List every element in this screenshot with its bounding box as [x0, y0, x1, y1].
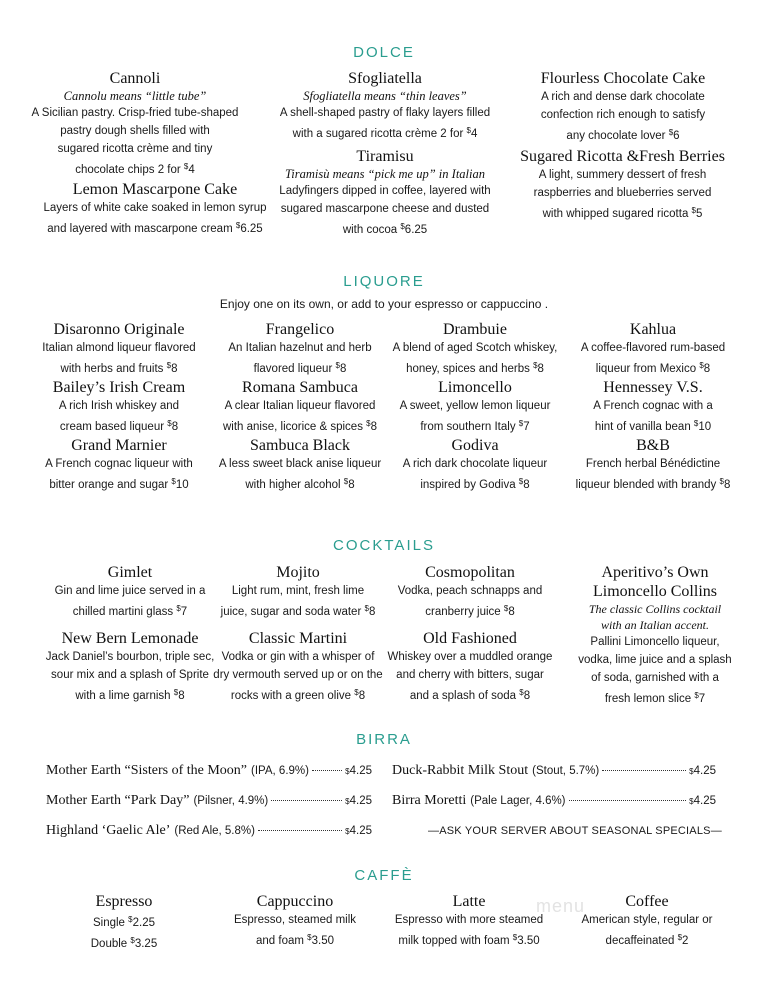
menu-item-classic-martini	[198, 629, 398, 705]
beer-style: (Red Ale, 5.8%)	[174, 825, 255, 837]
beer-style: (Pilsner, 4.9%)	[193, 795, 269, 807]
item-name: Romana Sambuca	[242, 379, 358, 396]
item-name: Cappuccino	[256, 893, 334, 910]
item-description: A sweet, yellow lemon liqueur from southern Italy $7	[399, 400, 551, 433]
item-price: 7	[523, 421, 530, 433]
item-price: 8	[537, 363, 544, 375]
item-name: Sfogliatella	[348, 70, 422, 87]
item-price: 8	[523, 479, 530, 491]
item-price: 6	[673, 130, 680, 142]
item-description: Vodka or gin with a whisper of dry vermouth served up or on the rocks with a green olive $8	[213, 651, 383, 702]
beer-name: Mother Earth “Park Day”	[46, 793, 190, 808]
menu-item-flourless-chocolate	[508, 69, 738, 145]
item-price: 8	[178, 690, 185, 702]
item-description: Light rum, mint, fresh lime juice, sugar and soda water $8	[220, 585, 376, 618]
seasonal-specials-note: —ASK YOUR SERVER ABOUT SEASONAL SPECIALS—	[428, 825, 722, 837]
item-name: Kahlua	[629, 321, 677, 338]
item-price: 10	[175, 479, 189, 491]
menu-item-cannoli	[20, 69, 250, 179]
item-price: 7	[698, 693, 706, 705]
menu-item-limoncello-collins	[555, 563, 755, 708]
item-description: A French cognac liqueur with bitter orange and sugar $10	[45, 458, 193, 491]
section-title-dolce: DOLCE	[353, 44, 415, 61]
beer-name: Duck-Rabbit Milk Stout	[392, 763, 529, 778]
menu-item-liqueur	[24, 378, 214, 436]
menu-item-espresso	[44, 892, 204, 953]
beer-name: Birra Moretti	[392, 793, 467, 808]
menu-item-liqueur	[24, 320, 214, 378]
item-description: A French cognac with a hint of vanilla bean $10	[593, 400, 713, 433]
item-name: Espresso	[95, 893, 153, 910]
item-description: Vodka, peach schnapps and cranberry juice $8	[397, 585, 543, 618]
item-price: 8	[703, 363, 711, 375]
item-description: Espresso with more steamed milk topped with foam $3.50	[394, 914, 544, 947]
item-description: Pallini Limoncello liqueur, vodka, lime juice and a splash of soda, garnished with a fresh lemon slice $7	[578, 636, 732, 705]
item-description: American style, regular or decaffeinated $2	[581, 914, 713, 947]
item-price: 2	[682, 935, 689, 947]
item-description: A rich Irish whiskey and cream based liqueur $8	[58, 400, 180, 433]
item-description: Italian almond liqueur flavored with herbs and fruits $8	[42, 342, 196, 375]
item-name: Mojito	[276, 564, 320, 581]
watermark-logo: menu	[536, 896, 586, 916]
item-price: 5	[696, 208, 703, 220]
item-name: Drambuie	[443, 321, 507, 338]
item-name: Grand Marnier	[71, 437, 167, 454]
item-price: 6.25	[240, 223, 263, 235]
menu-item-ricotta-berries	[500, 147, 745, 223]
item-price: 8	[171, 363, 178, 375]
beer-row: Highland ‘Gaelic Ale’ (Red Ale, 5.8%) $ 4.25	[46, 823, 372, 838]
item-description: A Sicilian pastry. Crisp-fried tube-shaped pastry dough shells filled with sugared ricotta crème and tiny chocolate chips 2 for $4	[31, 107, 239, 176]
beer-style: (Stout, 5.7%)	[532, 765, 600, 777]
menu-item-liqueur	[205, 436, 395, 494]
item-price: 8	[368, 606, 376, 618]
item-subtitle: Cannolu means “little tube”	[63, 89, 207, 103]
section-title-cocktails: COCKTAILS	[333, 537, 435, 554]
menu-item-old-fashioned	[370, 629, 570, 705]
item-price: 3.50	[311, 935, 334, 947]
item-name: Cosmopolitan	[425, 564, 515, 581]
section-title-caffe: CAFFÈ	[354, 867, 414, 884]
menu-item-coffee	[562, 892, 732, 950]
menu-item-liqueur	[205, 320, 395, 378]
item-price: 4	[470, 128, 478, 140]
section-title-birra: BIRRA	[356, 731, 412, 748]
item-name: Classic Martini	[248, 630, 348, 647]
item-name: Cannoli	[109, 70, 161, 87]
item-description: Jack Daniel’s bourbon, triple sec, sour mix and a splash of Sprite with a lime garnish $8	[45, 651, 215, 702]
item-description: A less sweet black anise liqueur with higher alcohol $8	[218, 458, 382, 491]
item-name: Flourless Chocolate Cake	[540, 70, 706, 87]
liquore-intro: Enjoy one on its own, or add to your espresso or cappuccino .	[219, 297, 549, 311]
item-price: 8	[358, 690, 366, 702]
menu-item-lemon-mascarpone	[20, 180, 290, 238]
item-price: 8	[370, 421, 378, 433]
item-price: 3.50	[517, 935, 540, 947]
menu-item-cosmopolitan	[370, 563, 570, 621]
menu-item-liqueur	[380, 378, 570, 436]
item-price: 7	[180, 606, 188, 618]
item-description: Layers of white cake soaked in lemon syrup and layered with mascarpone cream $6.25	[43, 202, 267, 235]
item-description: A blend of aged Scotch whiskey, honey, spices and herbs $8	[392, 342, 558, 375]
item-subtitle: The classic Collins cocktail with an Italian accent.	[588, 602, 722, 632]
item-description: A clear Italian liqueur flavored with anise, licorice & spices $8	[222, 400, 378, 433]
menu-item-liqueur	[205, 378, 395, 436]
beer-row: Mother Earth “Sisters of the Moon” (IPA, 6.9%) $ 4.25	[46, 763, 372, 778]
item-name: Disaronno Originale	[53, 321, 185, 338]
item-name: Lemon Mascarpone Cake	[72, 181, 238, 198]
beer-style: (IPA, 6.9%)	[251, 765, 309, 777]
item-description: A rich and dense dark chocolate confection rich enough to satisfy any chocolate lover $6	[540, 91, 706, 142]
menu-item-liqueur	[548, 378, 758, 436]
item-description: A rich dark chocolate liqueur inspired by Godiva $8	[402, 458, 548, 491]
item-price: 4	[188, 164, 195, 176]
item-description: French herbal Bénédictine liqueur blended with brandy $8	[575, 458, 731, 491]
item-description: A coffee-flavored rum-based liqueur from Mexico $8	[580, 342, 726, 375]
item-name: Sambuca Black	[250, 437, 350, 454]
beer-price: 4.25	[349, 825, 372, 837]
item-description: Whiskey over a muddled orange and cherry with bitters, sugar and a splash of soda $8	[387, 651, 553, 702]
item-subtitle: Sfogliatella means “thin leaves”	[303, 89, 467, 103]
item-name: Sugared Ricotta &Fresh Berries	[520, 148, 725, 165]
item-price: 8	[171, 421, 179, 433]
item-name: Old Fashioned	[423, 630, 517, 647]
item-price: 3.25	[134, 938, 158, 950]
beer-row: Duck-Rabbit Milk Stout (Stout, 5.7%) $ 4.25	[392, 763, 716, 778]
beer-price: 4.25	[693, 795, 716, 807]
beer-price: 4.25	[349, 765, 372, 777]
item-description: Single $2.25 Double $3.25	[90, 915, 158, 950]
item-name: B&B	[636, 437, 670, 454]
item-description: Espresso, steamed milk and foam $3.50	[233, 914, 357, 947]
item-price: 6.25	[404, 224, 428, 236]
menu-item-latte	[384, 892, 554, 950]
item-description: Gin and lime juice served in a chilled martini glass $7	[54, 585, 206, 618]
menu-item-liqueur	[548, 320, 758, 378]
item-name: Frangelico	[265, 321, 335, 338]
item-description: An Italian hazelnut and herb flavored liqueur $8	[228, 342, 372, 375]
item-name: Tiramisu	[356, 148, 414, 165]
item-name: Limoncello	[438, 379, 512, 396]
item-name: Aperitivo’s Own Limoncello Collins	[593, 564, 717, 600]
item-price: 8	[523, 690, 531, 702]
item-name: Coffee	[625, 893, 669, 910]
menu-item-tiramisu	[270, 147, 500, 239]
item-price: 2.25	[132, 917, 155, 929]
menu-item-mojito	[198, 563, 398, 621]
item-name: Godiva	[451, 437, 499, 454]
menu-item-sfogliatella	[270, 69, 500, 143]
item-price: 8	[723, 479, 731, 491]
item-name: Gimlet	[107, 564, 153, 581]
item-description: A light, summery dessert of fresh raspberries and blueberries served with whipped sugared ricotta $5	[533, 169, 712, 220]
item-name: Hennessey V.S.	[603, 379, 703, 396]
menu-item-liqueur	[24, 436, 214, 494]
beer-row: Mother Earth “Park Day” (Pilsner, 4.9%) $ 4.25	[46, 793, 372, 808]
item-subtitle: Tiramisù means “pick me up” in Italian	[284, 167, 485, 181]
menu-item-liqueur	[380, 436, 570, 494]
menu-item-liqueur	[380, 320, 570, 378]
beer-row: Birra Moretti (Pale Lager, 4.6%) $ 4.25	[392, 793, 716, 808]
item-description: Ladyfingers dipped in coffee, layered with sugared mascarpone cheese and dusted with cocoa $6.25	[279, 185, 491, 236]
menu-item-cappuccino	[210, 892, 380, 950]
section-title-liquore: LIQUORE	[343, 273, 425, 290]
beer-name: Mother Earth “Sisters of the Moon”	[46, 763, 248, 778]
menu-item-liqueur	[548, 436, 758, 494]
beer-name: Highland ‘Gaelic Ale’	[46, 823, 171, 838]
beer-price: 4.25	[349, 795, 372, 807]
item-description: A shell-shaped pastry of flaky layers filled with a sugared ricotta crème 2 for $4	[279, 107, 491, 140]
item-price: 8	[348, 479, 355, 491]
beer-price: 4.25	[693, 765, 716, 777]
item-price: 8	[339, 363, 347, 375]
item-name: New Bern Lemonade	[61, 630, 199, 647]
item-price: 8	[508, 606, 515, 618]
item-name: Latte	[452, 893, 486, 910]
beer-style: (Pale Lager, 4.6%)	[470, 795, 566, 807]
item-price: 10	[698, 421, 712, 433]
item-name: Bailey’s Irish Cream	[52, 379, 186, 396]
